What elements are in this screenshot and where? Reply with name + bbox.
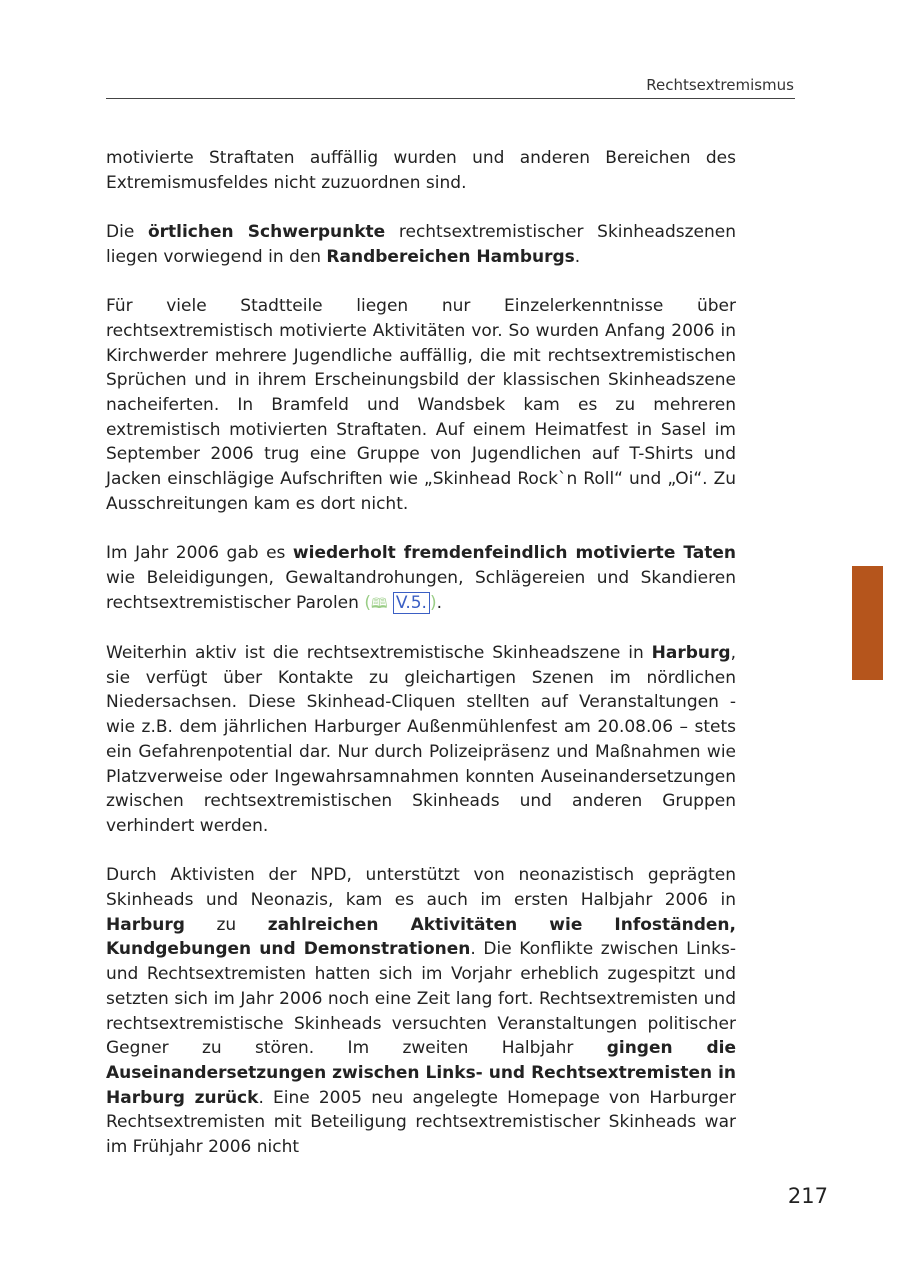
paragraph-3 <box>106 294 736 516</box>
emphasis: Harburg <box>651 643 731 663</box>
emphasis: wiederholt fremdenfeindlich motivierte Taten <box>292 543 737 564</box>
running-head: Rechtsextremismus <box>646 76 794 94</box>
text: . Die Konflikte zwischen Links- und Rechtsextremisten hatten sich im Vorjahr erheblich zugespitzt und setzten sich im Jahr 2006 noch eine Zeit lang fort. Rechtsextremisten und rechtsextremistische Skinheads versuchten Veranstaltungen politischer Gegner zu stören. Im zweiten Halbjahr <box>106 939 736 1059</box>
chapter-tab-marker <box>852 566 883 680</box>
emphasis: zahlreichen Aktivitäten wie Infoständen, Kundgebungen und Demonstrationen <box>106 914 736 960</box>
paragraph-2 <box>106 220 736 269</box>
text: Durch Aktivisten der NPD, unterstützt von neonazistisch geprägten Skinheads und Neonazis, kam es auch im ersten Halbjahr 2006 in <box>106 865 736 911</box>
emphasis: örtlichen Schwerpunkte <box>147 222 386 243</box>
xref-open-paren: ( <box>364 592 371 613</box>
body-text <box>106 146 736 1184</box>
text: Für viele Stadtteile liegen nur Einzelerkenntnisse über rechtsextremistisch motivierte Aktivitäten vor. So wurden Anfang 2006 in Kirchwerder mehrere Jugendliche auffällig, die mit rechtsextremistischen Sprüchen und in ihrem Erscheinungsbild der klassischen Skinheadszene nacheiferten. In Bramfeld und Wandsbek kam es zu mehreren extremistisch motivierten Straftaten. Auf einem Heimatfest in Sasel im September 2006 trug eine Gruppe von Jugendlichen auf T-Shirts und Jacken einschlägige Aufschriften wie „Skinhead Rock`n Roll“ und „Oi“. Zu Ausschreitungen kam es dort nicht. <box>106 296 736 514</box>
paragraph-1 <box>106 146 736 195</box>
text: , sie verfügt über Kontakte zu gleichartigen Szenen im nördlichen Niedersachsen. Diese Skinhead-Cliquen stellten auf Veranstaltungen - wie z.B. dem jährlichen Harburger Außenmühlenfest am 20.08.06 – stets ein Gefahrenpotential dar. Nur durch Polizeipräsenz und Maßnahmen wie Platzverweise oder Ingewahrsamnahmen konnten Auseinandersetzungen zwischen rechtsextremistischen Skinheads und anderen Gruppen verhindert werden. <box>106 643 736 836</box>
text: . <box>436 592 442 613</box>
text: . <box>574 246 581 267</box>
paragraph-5 <box>106 641 736 839</box>
cross-reference-link[interactable]: V.5. <box>393 592 430 614</box>
emphasis: Randbereichen Hamburgs <box>326 246 575 267</box>
text: Im Jahr 2006 gab es <box>106 543 293 564</box>
emphasis: Harburg <box>106 914 185 935</box>
text: rechtsextremistischer Skinheadszenen liegen vorwiegend in den <box>106 222 736 267</box>
text: . Eine 2005 neu angelegte Homepage von Harburger Rechtsextremisten mit Beteiligung rechtsextremistischer Skinheads war im Frühjahr 2006 nicht <box>106 1087 736 1158</box>
text: Weiterhin aktiv ist die rechtsextremistische Skinheadszene in <box>106 643 652 663</box>
text: zu <box>184 914 268 935</box>
emphasis: gingen die Auseinandersetzungen zwischen Links- und Rechtsextremisten in Harburg zurück <box>106 1038 736 1108</box>
header-divider <box>106 98 795 99</box>
text: wie Beleidigungen, Gewaltandrohungen, Schlägereien und Skandieren rechtsextremistischer Parolen <box>106 567 736 613</box>
book-icon: 🕮 <box>370 595 388 612</box>
paragraph-4 <box>106 541 736 616</box>
page-number: 217 <box>787 1184 828 1208</box>
text: motivierte Straftaten auffällig wurden und anderen Bereichen des Extremismusfeldes nicht zuzuordnen sind. <box>106 148 736 193</box>
paragraph-6 <box>106 863 736 1159</box>
text: Die <box>106 222 148 243</box>
xref-close-paren: ) <box>429 592 437 613</box>
